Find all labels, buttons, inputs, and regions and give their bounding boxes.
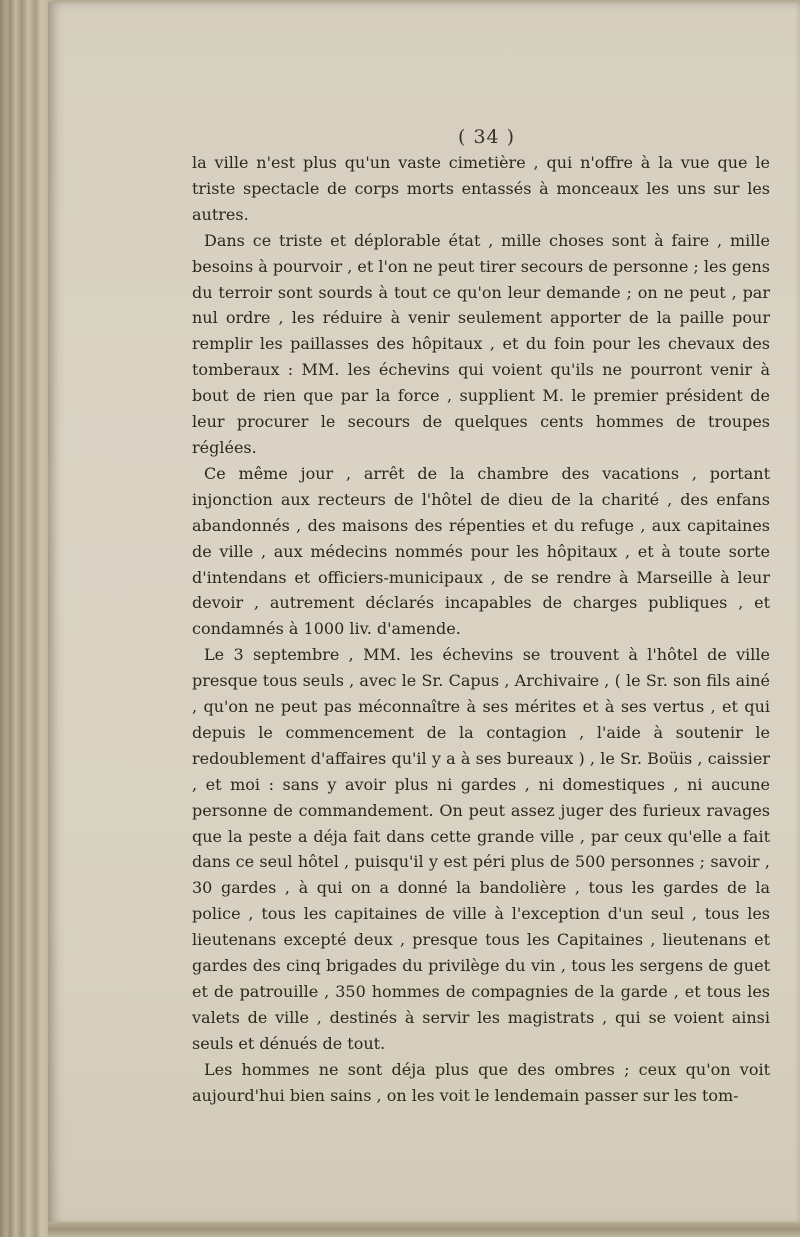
- paragraph-4: Le 3 septembre , MM. les échevins se trouvent à l'hôtel de ville presque tous seuls , avec le Sr. Capus , Archivaire , ( le Sr. son fils ainé , qu'on ne peut pas méconnaître à ses mérites et à ses vertus , et qui depuis le commencement de la contagion , l'aide à soutenir le redoublement d'affaires qu'il y a à ses bureaux ) , le Sr. Boüis , caissier , et moi : sans y avoir plus ni gardes , ni domestiques , ni aucune personne de commandement. On peut assez juger des furieux ravages que la peste a déja fait dans cette grande ville , par ceux qu'elle a fait dans ce seul hôtel , puisqu'il y est péri plus de 500 personnes ; savoir , 30 gardes , à qui on a donné la bandolière , tous les gardes de la police , tous les capitaines de ville à l'exception d'un seul , tous les lieutenans excepté deux , presque tous les Capitaines , lieutenans et gardes des cinq brigades du privilège du vin , tous les sergens de guet et de patrouille , 350 hommes de compagnies de la garde , et tous les valets de ville , destinés à servir les magistrats , qui se voient ainsi seuls et dénués de tout.: [192, 645, 770, 1053]
- paragraph-2: Dans ce triste et déplorable état , mille choses sont à faire , mille besoins à pourvoir , et l'on ne peut tirer secours de personne ; les gens du terroir sont sourds à tout ce qu'on leur demande ; on ne peut , par nul ordre , les réduire à venir seulement apporter de la paille pour remplir les paillasses des hôpitaux , et du foin pour les chevaux des tomberaux : MM. les échevins qui voient qu'ils ne pourront venir à bout de rien que par la force , supplient M. le premier président de leur procurer le secours de quelques cents hommes de troupes réglées.: [192, 230, 771, 457]
- paragraph-5: Les hommes ne sont déja plus que des ombres ; ceux qu'on voit aujourd'hui bien sains , on les voit le lendemain passer sur les tom-: [192, 1059, 770, 1105]
- body-text: [192, 150, 770, 1109]
- book-spine-edge: [0, 0, 52, 1237]
- page-number: ( 34 ): [458, 126, 516, 148]
- page-bottom-edge: [48, 1222, 800, 1237]
- paragraph-1: la ville n'est plus qu'un vaste cimetière , qui n'offre à la vue que le triste spectacle de corps morts entassés à monceaux les uns sur les autres.: [192, 153, 770, 224]
- paragraph-3: Ce même jour , arrêt de la chambre des vacations , portant injonction aux recteurs de l'hôtel de dieu de la charité , des enfans abandonnés , des maisons des répenties et du refuge , aux capitaines de ville , aux médecins nommés pour les hôpitaux , et à toute sorte d'intendans et officiers-municipaux , de se rendre à Marseille à leur devoir , autrement déclarés incapables de charges publiques , et condamnés à 1000 liv. d'amende.: [192, 463, 770, 639]
